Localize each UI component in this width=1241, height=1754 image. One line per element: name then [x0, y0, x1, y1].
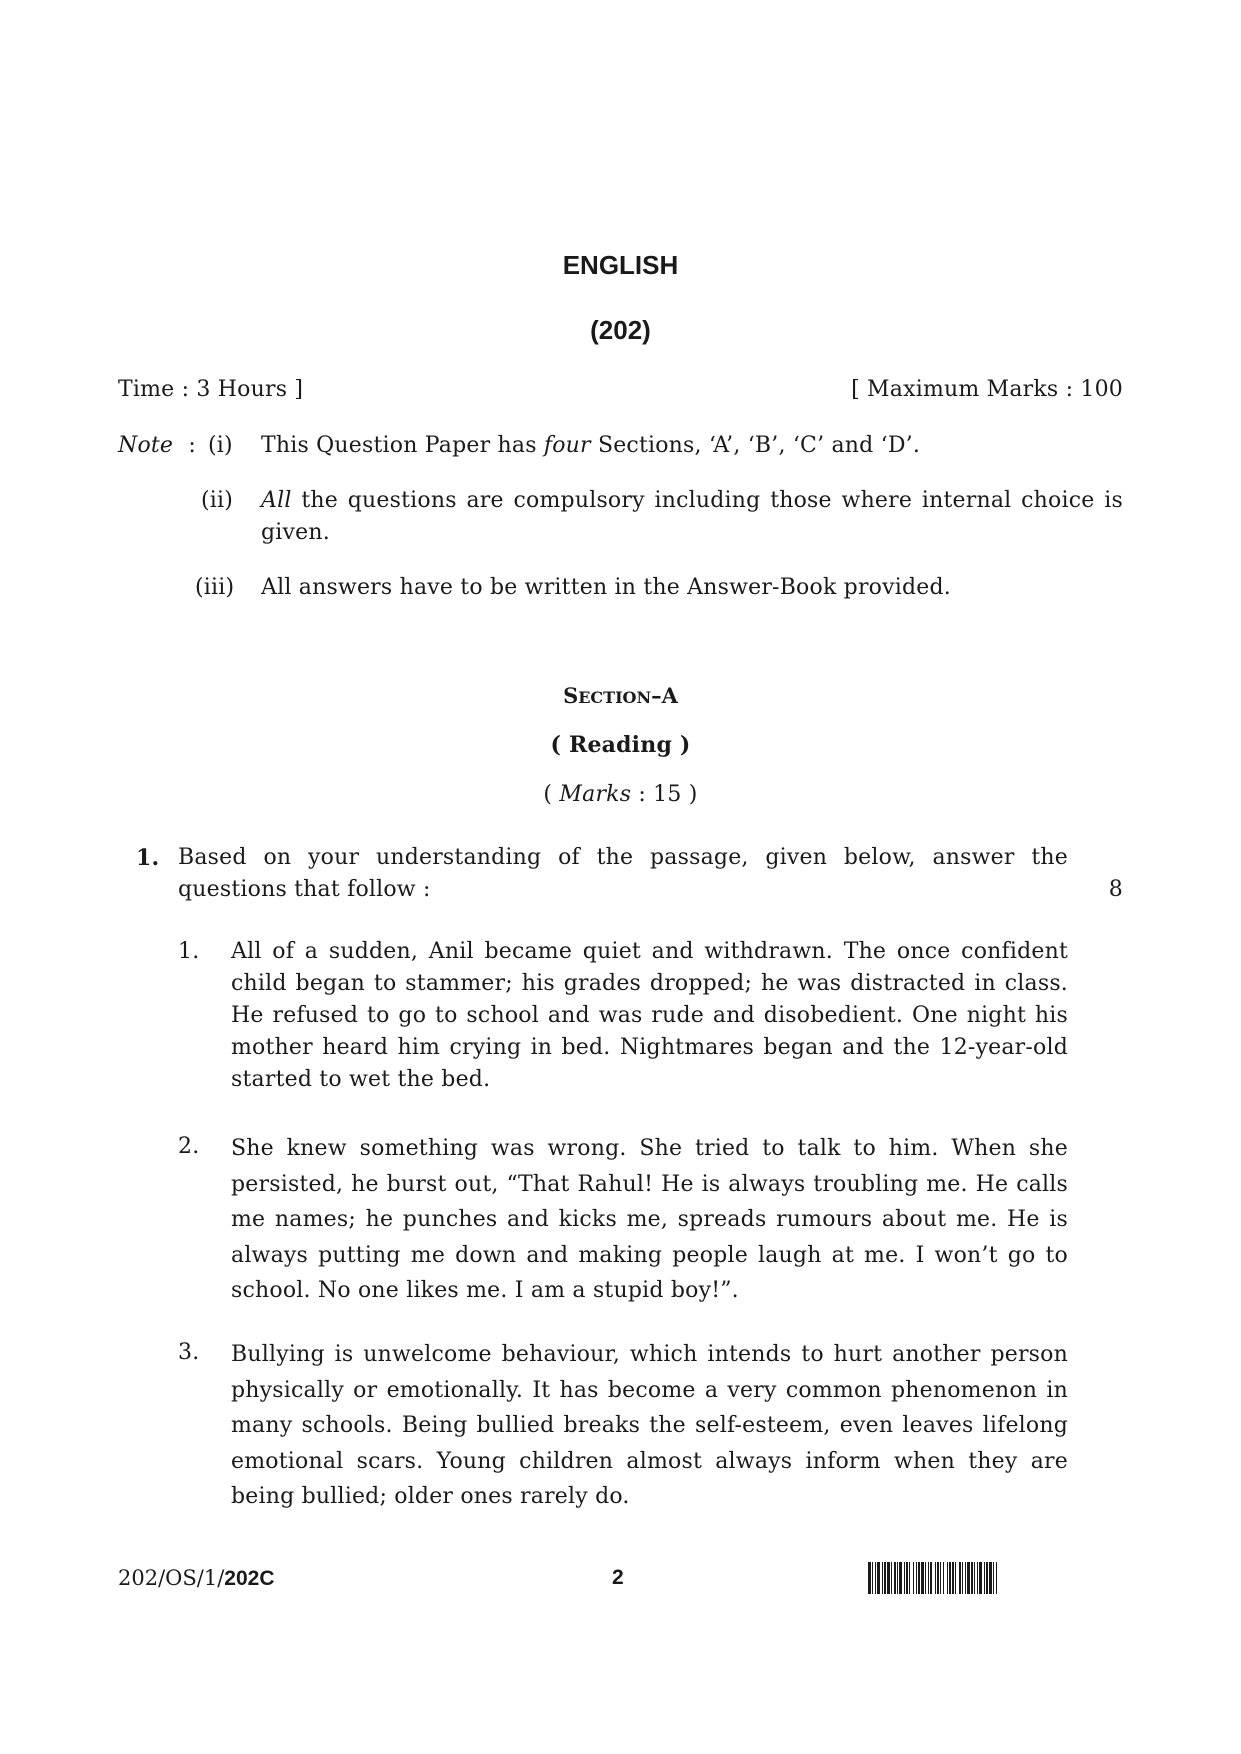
barcode — [868, 1562, 1124, 1594]
paragraph-3: Bullying is unwelcome behaviour, which intends to hurt another person physically or emotionally. It has become a very common phenomenon in many schools. Being bullied breaks the self-esteem, even leaves lifelong emotional scars. Young children almost always inform when they are being bullied; older ones rarely do. — [231, 1342, 1068, 1509]
note-item-num: (iii) — [195, 575, 235, 600]
paragraph-2: She knew something was wrong. She tried to talk to him. When she persisted, he burst out, “That Rahul! He is always troubling me. He calls me names; he punches and kicks me, spreads rumours about me. He is always putting me down and making people laugh at me. I won’t go to school. No one likes me. I am a stupid boy!”. — [231, 1136, 1068, 1303]
paragraph-number: 2. — [178, 1134, 200, 1159]
question-text: Based on your understanding of the passage, given below, answer the questions that follow : — [178, 845, 1068, 902]
note-item-2-emph: All — [261, 488, 292, 513]
note-item-num: (ii) — [201, 488, 234, 513]
paper-code-bold: 202C — [224, 1567, 275, 1590]
section-title-first: S — [563, 683, 579, 708]
note-item-1 — [261, 430, 1123, 462]
note-label-text: Note — [118, 433, 174, 458]
section-title-rest: ECTION — [578, 688, 652, 707]
paragraph-1: All of a sudden, Anil became quiet and withdrawn. The once confident child began to stammer; his grades dropped; he was distracted in class. He refused to go to school and was rude and disobedient. One night his mother heard him crying in bed. Nightmares began and the 12-year-old started to wet the bed. — [231, 939, 1068, 1092]
note-item-1-emph: four — [543, 433, 591, 458]
note-item-1-post: Sections, ‘A’, ‘B’, ‘C’ and ‘D’. — [590, 433, 921, 458]
barcode-stripe — [997, 1562, 999, 1594]
subject-title: ENGLISH — [562, 250, 679, 280]
note-item-1-pre: This Question Paper has — [261, 433, 544, 458]
section-marks-open: ( — [543, 782, 560, 807]
section-marks-label: Marks — [559, 782, 632, 807]
note-item-3: All answers have to be written in the Answer-Book provided. — [261, 575, 951, 600]
max-marks-label: [ Maximum Marks : 100 — [851, 377, 1123, 402]
section-marks-value: : 15 ) — [631, 782, 698, 807]
note-item-num: (i) — [208, 433, 233, 458]
note-colon: : — [188, 433, 196, 458]
section-title-suffix: –A — [651, 683, 678, 708]
question-number: 1. — [136, 845, 160, 871]
note-item-2 — [261, 485, 1123, 549]
time-label: Time : 3 Hours ] — [118, 377, 304, 402]
section-title — [0, 683, 1241, 708]
paragraph-number: 1. — [178, 939, 200, 964]
paper-code — [118, 1566, 274, 1591]
page-number: 2 — [612, 1566, 624, 1589]
question-marks: 8 — [1108, 877, 1123, 902]
note-item-2-post: the questions are compulsory including those where internal choice is given. — [261, 488, 1123, 545]
subject-code: (202) — [590, 315, 651, 345]
paper-code-prefix: 202/OS/1/ — [118, 1566, 225, 1590]
note-label — [118, 430, 196, 462]
section-subtitle: ( Reading ) — [550, 732, 691, 758]
section-marks — [0, 779, 1241, 811]
paragraph-number: 3. — [178, 1340, 200, 1365]
